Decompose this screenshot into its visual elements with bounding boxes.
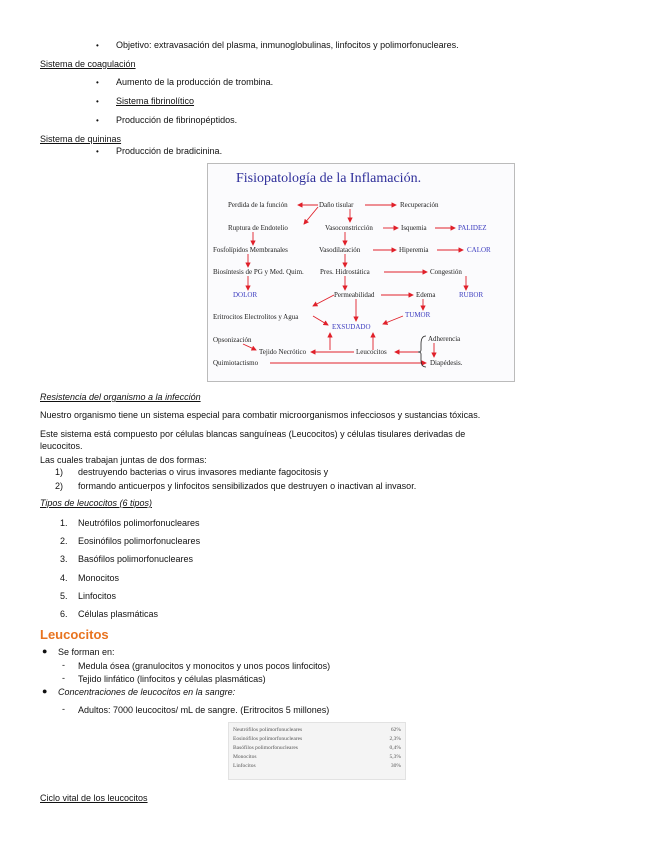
dash: - [62, 704, 65, 714]
tipo-num: 4. [60, 573, 68, 583]
tipo-num: 1. [60, 518, 68, 528]
bullet: • [96, 116, 99, 125]
label-tejido-necrotico: Tejido Necrótico [259, 348, 307, 356]
diagram-title: Fisiopatología de la Inflamación. [236, 171, 422, 186]
resistencia-title: Resistencia del organismo a la infección [40, 392, 201, 402]
tipo-num: 2. [60, 536, 68, 546]
tipo-num: 6. [60, 609, 68, 619]
label-edema: Edema [416, 291, 436, 299]
coagulacion-item: Sistema fibrinolítico [116, 96, 195, 106]
leucocitos-heading: Leucocitos [40, 627, 109, 642]
tipo-text: Células plasmáticas [78, 609, 159, 619]
table-cell-value: 5,3% [389, 754, 401, 760]
label-eritrocitos: Eritrocitos Electrolitos y Agua [213, 313, 299, 321]
label-recuperacion: Recuperación [400, 201, 439, 209]
table-cell-name: Linfocitos [233, 763, 256, 769]
tipo-num: 5. [60, 591, 68, 601]
bullet: • [96, 147, 99, 156]
table-row [233, 727, 401, 733]
bullet: • [96, 41, 99, 50]
table-cell-name: Basófilos polimorfonucleares [233, 745, 298, 751]
label-isquemia: Isquemia [401, 224, 427, 232]
forma-num: 1) [55, 467, 64, 477]
para-2-line-2: leucocitos. [40, 441, 83, 451]
adultos-text: Adultos: 7000 leucocitos/ mL de sangre. (Eritrocitos 5 millones) [78, 705, 330, 715]
ciclo-title: Ciclo vital de los leucocitos [40, 793, 148, 803]
label-hiperemia: Hiperemia [399, 246, 429, 254]
label-rubor: RUBOR [459, 291, 484, 299]
table-cell-name: Monocitos [233, 754, 257, 760]
tipo-text: Basófilos polimorfonucleares [78, 554, 194, 564]
tipo-num: 3. [60, 554, 68, 564]
se-forman: Se forman en: [58, 647, 115, 657]
bullet: ● [42, 686, 48, 696]
forma-num: 2) [55, 481, 64, 491]
medula-text: Medula ósea (granulocitos y monocitos y unos pocos linfocitos) [78, 661, 331, 671]
para-3: Las cuales trabajan juntas de dos formas: [40, 455, 207, 465]
label-permeabilidad: Permeabilidad [334, 291, 375, 299]
table-cell-value: 0,4% [389, 745, 401, 751]
label-opsonizacion: Opsonización [213, 336, 252, 344]
quininas-item: Producción de bradicinina. [116, 146, 223, 156]
label-congestion: Congestión [430, 268, 462, 276]
label-calor: CALOR [467, 246, 491, 254]
bullet: • [96, 78, 99, 87]
tipo-text: Neutrófilos polimorfonucleares [78, 518, 200, 528]
bullet: ● [42, 646, 48, 656]
table-row [233, 745, 401, 751]
label-ruptura: Ruptura de Endotelio [228, 224, 288, 232]
label-tumor: TUMOR [405, 311, 431, 319]
table-cell-value: 62% [390, 727, 401, 733]
quininas-title: Sistema de quininas [40, 134, 122, 144]
forma-text: destruyendo bacterias o virus invasores mediante fagocitosis y [78, 467, 329, 477]
label-dolor: DOLOR [233, 291, 258, 299]
tipo-text: Monocitos [78, 573, 120, 583]
coagulacion-item: Producción de fibrinopéptidos. [116, 115, 238, 125]
diagram-svg [208, 164, 514, 381]
tipo-text: Eosinófilos polimorfonucleares [78, 536, 201, 546]
tipos-title: Tipos de leucocitos (6 tipos) [40, 498, 152, 508]
label-diapedesis: Diapédesis. [430, 359, 463, 367]
dash: - [62, 660, 65, 670]
coagulacion-item: Aumento de la producción de trombina. [116, 77, 274, 87]
leucocitos-percent-table [228, 722, 406, 780]
label-fosfolipidos: Fosfolípidos Membranales [213, 246, 288, 254]
table-cell-name: Eosinófilos polimorfonucleares [233, 736, 303, 742]
table-cell-value: 2,3% [389, 736, 401, 742]
label-pres: Pres. Hidrostática [320, 268, 370, 276]
dash: - [62, 673, 65, 683]
forma-text: formando anticuerpos y linfocitos sensibilizados que destruyen o inactivan al invasor. [78, 481, 417, 491]
coagulacion-title: Sistema de coagulación [40, 59, 136, 69]
table-row [233, 763, 401, 769]
label-palidez: PALIDEZ [458, 224, 487, 232]
table-cell-name: Neutrófilos polimorfonucleares [233, 727, 303, 733]
inflamacion-diagram [207, 163, 515, 382]
tejido-text: Tejido linfático (linfocitos y células plasmáticas) [78, 674, 266, 684]
table-row [233, 736, 401, 742]
label-vasoconstriccion: Vasoconstricción [325, 224, 373, 232]
label-adherencia: Adherencia [428, 335, 461, 343]
tipo-text: Linfocitos [78, 591, 117, 601]
objetivo-text: Objetivo: extravasación del plasma, inmunoglobulinas, linfocitos y polimorfonucleares. [116, 40, 459, 50]
label-vasodilatacion: Vasodilatación [319, 246, 361, 254]
concentraciones-text: Concentraciones de leucocitos en la sangre: [58, 687, 236, 697]
label-quimiotactismo: Quimiotactismo [213, 359, 259, 367]
table-row [233, 754, 401, 760]
brace [418, 336, 426, 367]
label-dano: Daño tisular [319, 201, 354, 209]
label-exsudado: EXSUDADO [332, 323, 371, 331]
label-biosintesis: Biosíntesis de PG y Med. Quim. [213, 268, 304, 276]
bullet: • [96, 97, 99, 106]
label-leucocitos: Leucocitos [356, 348, 387, 356]
para-1: Nuestro organismo tiene un sistema especial para combatir microorganismos infecciosos y sustancias tóxicas. [40, 410, 481, 420]
para-2-line-1: Este sistema está compuesto por células blancas sanguíneas (Leucocitos) y células tisulares derivadas de [40, 429, 466, 439]
label-perdida: Perdida de la función [228, 201, 288, 209]
table-cell-value: 30% [390, 763, 401, 769]
